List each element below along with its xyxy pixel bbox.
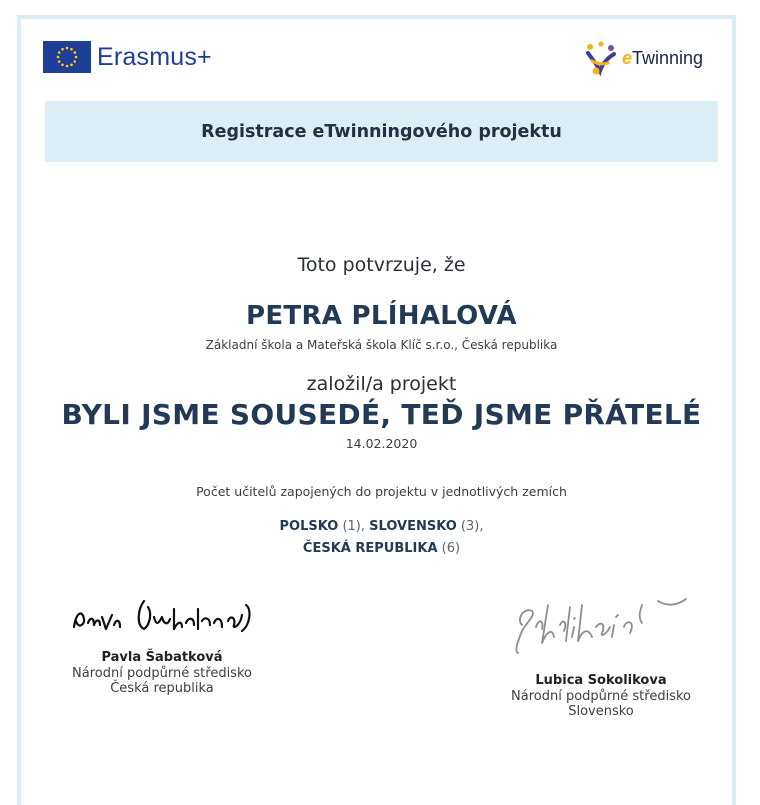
signature-lubica-sokolikova [508,597,694,657]
teacher-name: PETRA PLÍHALOVÁ [246,301,517,331]
country-name: ČESKÁ REPUBLIKA [302,541,438,556]
etwinning-e: e [622,47,633,68]
title-banner [45,101,718,162]
signatory-role: Národní podpůrné středisko [72,665,252,681]
signatory-country: Slovensko [568,704,634,720]
country-name: SLOVENSKO [369,519,457,534]
country-count: (6) [441,541,461,556]
confirm-text: Toto potvrzuje, že [297,254,466,276]
erasmus-wordmark: Erasmus+ [97,42,212,71]
eu-flag-icon [43,41,91,73]
country-count: (1), [342,519,365,534]
founded-text: založil/a projekt [306,373,457,395]
signature-pavla-sabatkova [70,595,260,641]
etwinning-rest: Twinning [632,47,704,68]
signatory-1 [60,650,264,697]
country-name: POLSKO [279,519,339,534]
project-title: BYLI JSME SOUSEDÉ, TEĎ JSME PŘÁTELÉ [61,398,702,431]
etwinning-wordmark [622,48,703,69]
page-title: Registrace eTwinningového projektu [201,121,562,142]
signatory-country: Česká republika [110,681,214,697]
signatory-2 [499,673,703,720]
signatory-role: Národní podpůrné středisko [511,688,691,704]
signatory-name: Pavla Šabatková [101,650,223,665]
country-count: (3), [460,519,484,534]
etwinning-logo [582,39,703,77]
project-date: 14.02.2020 [345,436,418,451]
country-list-line-1 [45,519,718,534]
erasmus-logo [43,41,212,73]
country-list-line-2 [45,541,718,556]
etwinning-figures-icon [582,39,620,77]
school-name: Základní škola a Mateřská škola Klíč s.r.o., Česká republika [205,338,558,352]
signatory-name: Lubica Sokolikova [535,673,667,688]
teacher-count-label: Počet učitelů zapojených do projektu v jednotlivých zemích [196,484,567,499]
